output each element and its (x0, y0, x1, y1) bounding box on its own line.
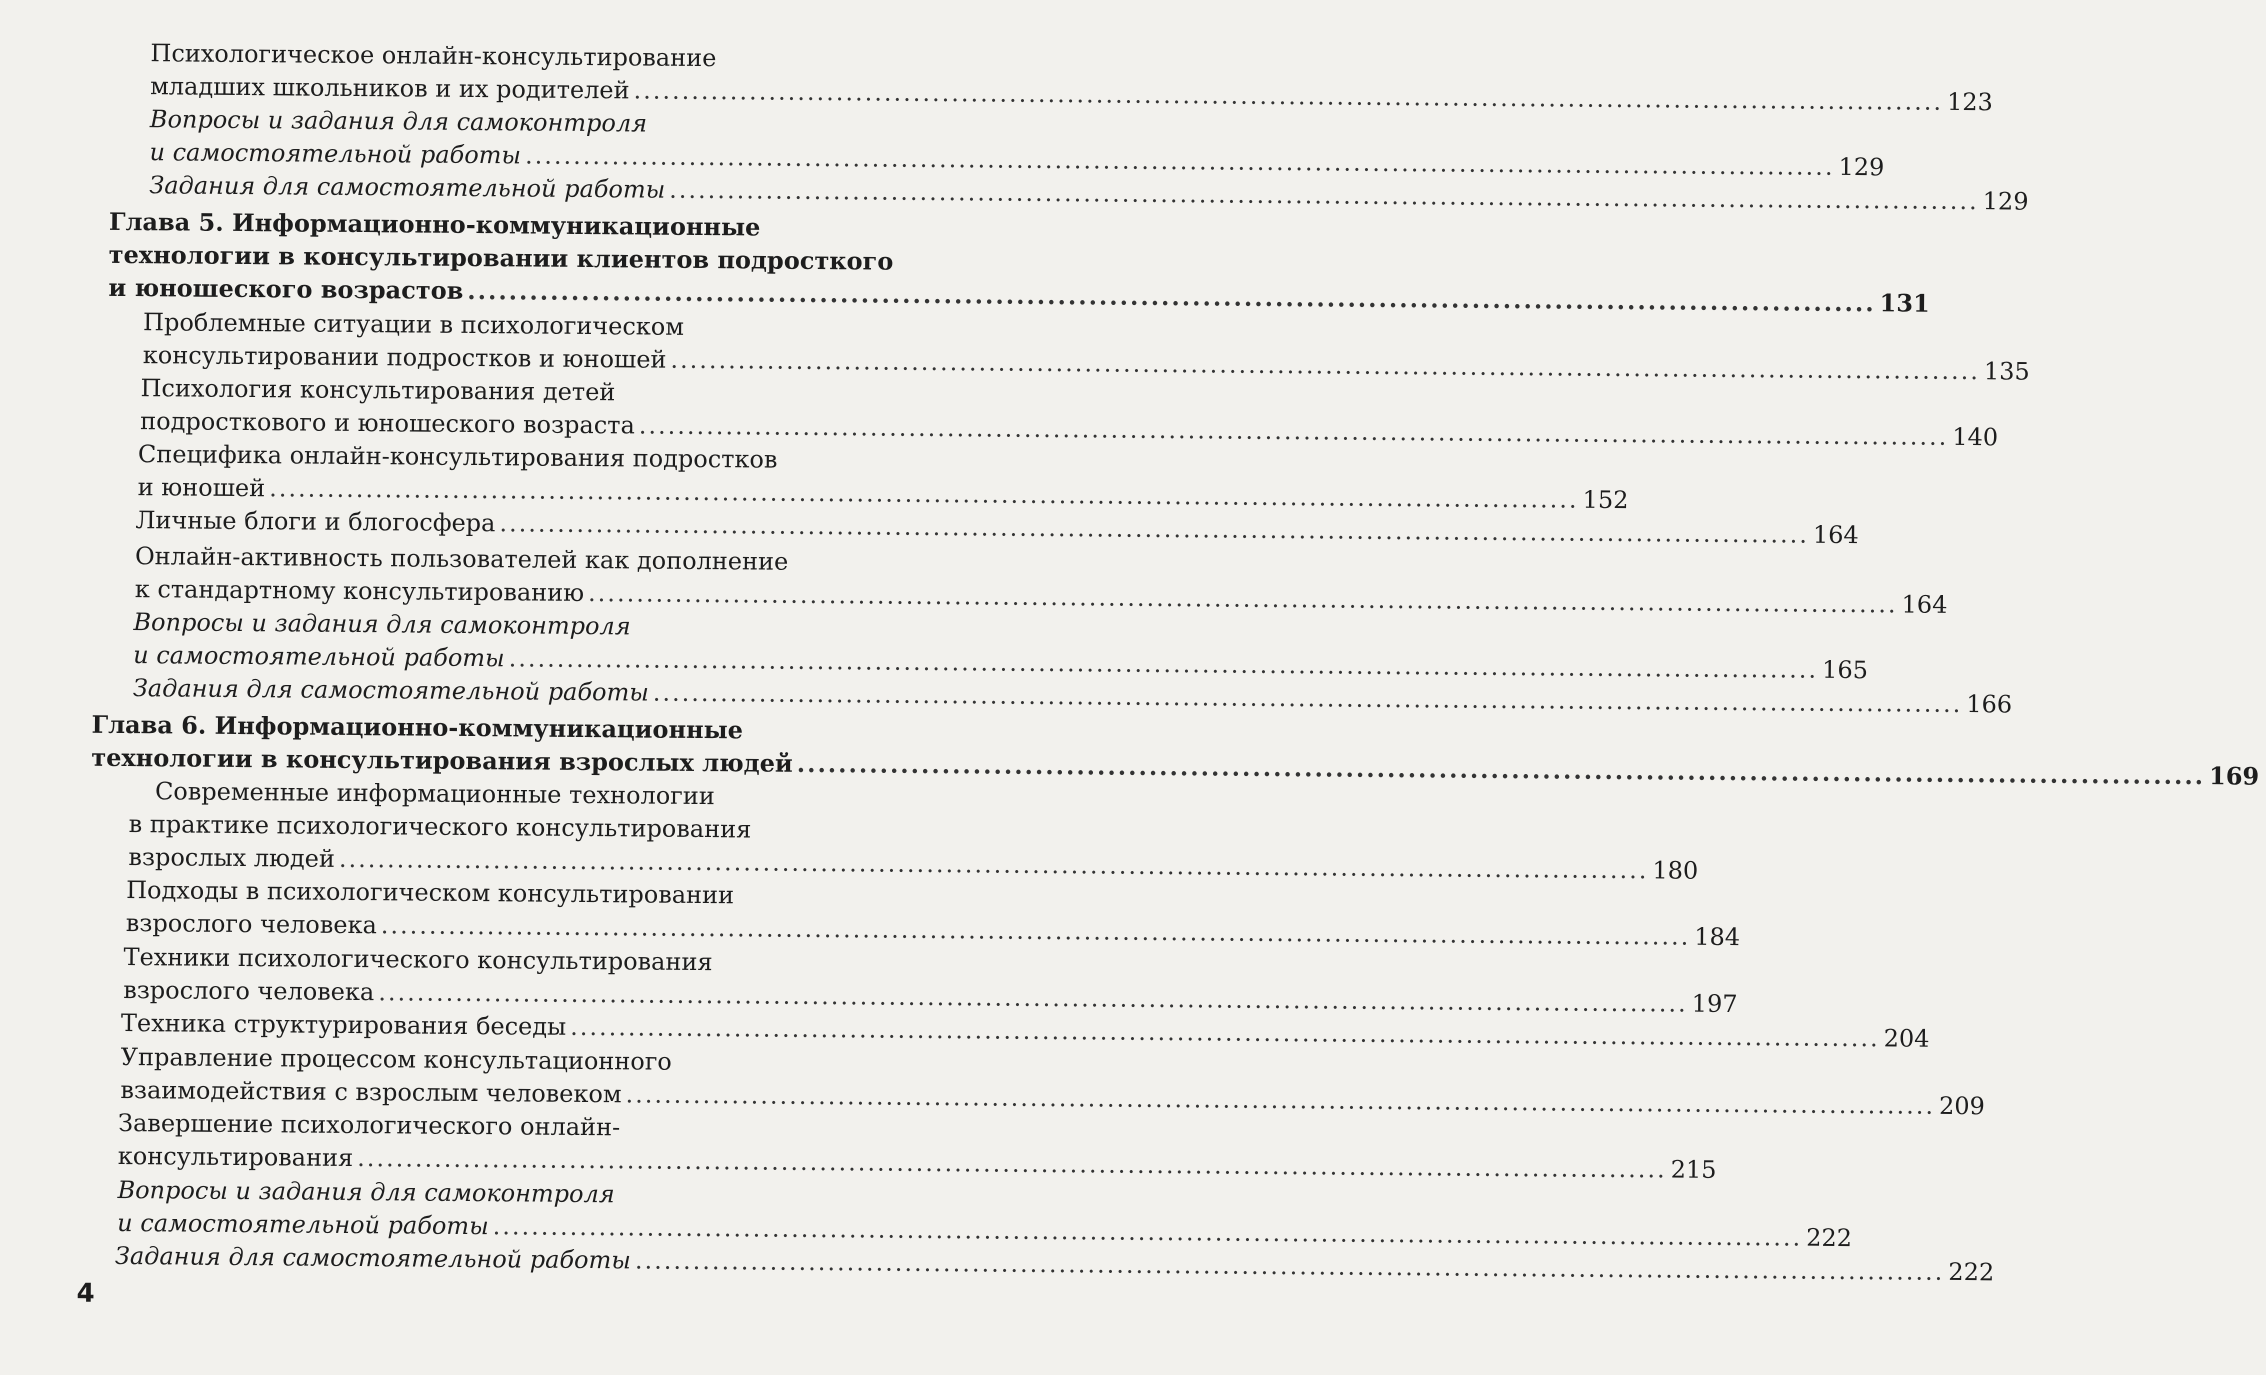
leader-dots: ........................................................................................................................................ (269, 474, 1579, 514)
toc-entry-line: Вопросы и задания для самоконтроля (117, 1175, 615, 1209)
leader-dots: ........................................................................................................................................ (652, 678, 1963, 719)
toc-entry-line: Психология консультирования детей (140, 374, 616, 407)
toc-entry-line: Онлайн-активность пользователей как дополнение (134, 542, 789, 576)
toc-entry (142, 306, 2030, 386)
toc-entry-line: Современные информационные технологии (154, 777, 715, 811)
toc-entry-page: 204 (1883, 1024, 1930, 1053)
toc-entry-questions (117, 1174, 1853, 1253)
toc-entry-line: Техники психологического консультирования (123, 942, 713, 977)
leader-dots: ........................................................................................................................................ (633, 76, 1944, 116)
toc-entry-line: Вопросы и задания для самоконтроля (149, 105, 648, 138)
toc-entry-line: технологии в консультировании клиентов подросткого (108, 239, 894, 276)
toc-entry-text: Техника структурирования беседы (120, 1008, 567, 1041)
toc-entry-page: 222 (1806, 1223, 1853, 1253)
leader-dots: ........................................................................................................................................ (380, 911, 1691, 951)
toc-entry-text: и самостоятельной работы (117, 1208, 489, 1241)
toc-entry-text: и самостоятельной работы (133, 641, 505, 673)
toc-chapter-6 (91, 708, 2260, 791)
toc-entry (137, 438, 1629, 515)
toc-entry-page: 129 (1982, 187, 2029, 216)
toc-entry-text: подросткового и юношеского возраста (140, 407, 635, 440)
toc-entry-page: 215 (1670, 1155, 1717, 1184)
toc-entry-line: Глава 5. Информационно-коммуникационные (108, 206, 761, 242)
toc-entry-text: взрослых людей (128, 843, 336, 873)
leader-dots: ........................................................................................................................................ (570, 1012, 1880, 1053)
toc-entry-line: Психологическое онлайн-консультирование (150, 39, 717, 73)
leader-dots: ........................................................................................................................................ (378, 978, 1688, 1018)
leader-dots: ........................................................................................................................................ (524, 141, 1835, 181)
toc-entry-line: Проблемные ситуации в психологическом (142, 308, 685, 341)
leader-dots: ........................................................................................................................................ (508, 644, 1819, 684)
toc-entry (128, 775, 1699, 885)
leader-dots: ........................................................................................................................................ (467, 275, 1876, 318)
toc-entry (134, 540, 1948, 619)
toc-entry-page: 222 (1948, 1257, 1995, 1287)
toc-entry (150, 37, 1994, 117)
leader-dots: ........................................................................................................................................ (338, 844, 1649, 885)
toc-entry-line: в практике психологического консультирования (128, 810, 752, 844)
toc-entry (123, 941, 1738, 1019)
toc-entry-page: 166 (1966, 690, 2013, 719)
toc-entry-text: консультировании подростков и юношей (142, 341, 667, 374)
toc-entry-page: 180 (1652, 856, 1699, 885)
toc-entry-page: 129 (1838, 152, 1885, 182)
toc-entry-line: Специфика онлайн-консультирования подростков (137, 440, 778, 474)
toc-entry-page: 184 (1694, 922, 1741, 952)
toc-entry-questions (133, 606, 1869, 685)
leader-dots: ........................................................................................................................................ (638, 411, 1949, 451)
toc-entry (135, 504, 1859, 550)
leader-dots: ........................................................................................................................................ (499, 509, 1810, 549)
toc-entry-text: взрослого человека (123, 975, 375, 1007)
toc-entry-text: младших школьников и их родителей (150, 72, 630, 105)
toc-entry-line: Вопросы и задания для самоконтроля (133, 608, 631, 641)
toc-entry-page: 197 (1691, 989, 1738, 1019)
toc-entry-text: Задания для самостоятельной работы (132, 674, 649, 707)
leader-dots: ........................................................................................................................................ (625, 1080, 1936, 1120)
toc-entry-page: 165 (1822, 655, 1869, 685)
toc-entry-line: Глава 6. Информационно-коммуникационные (91, 709, 744, 745)
toc-entry-page: 152 (1582, 485, 1629, 515)
toc-entry-tasks (132, 672, 2013, 719)
leader-dots: ........................................................................................................................................ (670, 345, 1981, 386)
toc-entry-text: технологии в консультирования взрослых людей (91, 742, 793, 778)
toc-entry (117, 1107, 1717, 1184)
page-number: 4 (76, 1278, 95, 1309)
toc-entry (125, 874, 1741, 952)
toc-entry-tasks (149, 169, 2029, 216)
toc-entry (140, 372, 1999, 452)
toc-entry-line: Подходы в психологическом консультировании (126, 876, 735, 910)
toc-entry-text: Задания для самостоятельной работы (114, 1241, 632, 1275)
toc-entry-text: и юношей (137, 473, 266, 503)
toc-entry-page: 164 (1901, 590, 1948, 619)
toc-entry-page: 131 (1879, 288, 1930, 318)
toc-entry-text: к стандартному консультированию (134, 575, 585, 607)
toc-entry-page: 123 (1946, 87, 1994, 117)
toc-entry-text: взрослого человека (125, 909, 377, 940)
toc-entry-text: Личные блоги и блогосфера (135, 506, 496, 538)
toc-entry-page: 169 (2208, 761, 2260, 791)
leader-dots: ........................................................................................................................................ (492, 1212, 1803, 1252)
toc-entry-text: Задания для самостоятельной работы (149, 171, 666, 204)
toc-entry-tasks (114, 1240, 1995, 1287)
leader-dots: ........................................................................................................................................ (588, 579, 1898, 619)
toc-entry-page: 164 (1812, 520, 1859, 550)
toc-entry (120, 1041, 1985, 1121)
toc-entry-text: и самостоятельной работы (149, 138, 522, 170)
leader-dots: ........................................................................................................................................ (634, 1246, 1945, 1286)
toc-entry-page: 209 (1938, 1091, 1985, 1121)
toc-entry-line: Управление процессом консультационного (120, 1042, 672, 1076)
toc-entry-questions (149, 103, 1885, 182)
leader-dots: ........................................................................................................................................ (796, 748, 2206, 791)
leader-dots: ........................................................................................................................................ (669, 175, 1979, 216)
toc-chapter-5 (108, 205, 1930, 318)
toc-entry-text: и юношеского возрастов (108, 272, 464, 305)
toc-entry-line: Завершение психологического онлайн- (117, 1108, 621, 1142)
toc-entry (120, 1007, 1930, 1053)
toc-entry-text: консультирования (117, 1141, 354, 1172)
toc-entry-page: 135 (1983, 357, 2030, 386)
leader-dots: ........................................................................................................................................ (357, 1144, 1667, 1184)
toc-entry-page: 140 (1952, 422, 1999, 452)
toc-entry-text: взаимодействия с взрослым человеком (120, 1075, 622, 1109)
